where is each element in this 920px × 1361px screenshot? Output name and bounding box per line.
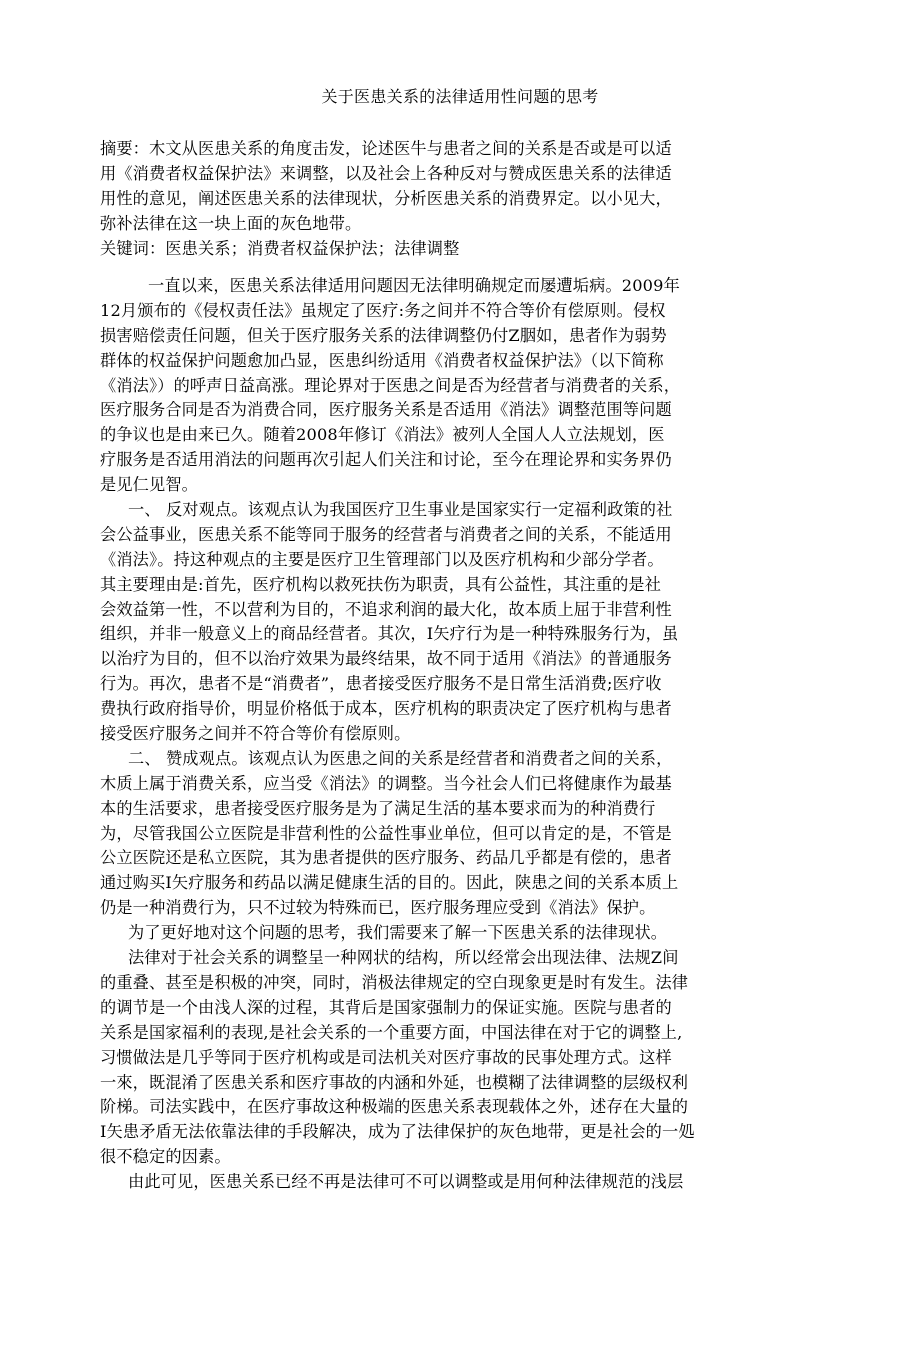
paragraph-line: 法律对于社会关系的调整呈一种网状的结构，所以经常会出现法律、法规Z间	[128, 948, 679, 968]
paragraph-line: 行为。再次，患者不是“消费者”，患者接受医疗服务不是日常生活消费;医疗收	[100, 674, 662, 694]
abstract-line: 摘要：木文从医患关系的角度击发，论述医牛与患者之间的关系是否或是可以适	[100, 139, 672, 158]
paragraph-line: 群体的权益保护问题愈加凸显，医患纠纷适用《消费者权益保护法》（以下简称	[100, 350, 664, 370]
paragraph-line: 通过购买I矢疗服务和药品以满足健康生活的目的。因此，陕患之间的关系本质上	[100, 873, 679, 893]
body-text	[100, 274, 790, 1195]
paragraph-line: 费执行政府指导价，明显价格低于成本，医疗机构的职责决定了医疗机构与患者	[100, 699, 672, 719]
paragraph	[100, 1170, 790, 1195]
paragraph-line: 公立医院还是私立医院，其为患者提供的医疗服务、药品几乎都是有偿的，患者	[100, 848, 672, 868]
paragraph-line: 接受医疗服务之间并不符合等价有偿原则。	[100, 724, 411, 744]
paragraph-line: 12月颁布的《侵权责任法》虽规定了医疗:务之间并不符合等价有偿原则。侵权	[100, 300, 666, 320]
paragraph-line: 为，尽管我国公立医院是非营利性的公益性事业单位，但可以肯定的是，不管是	[100, 823, 672, 843]
paragraph-line: 《消法》）的呼声日益高涨。理论界对于医患之间是否为经营者与消费者的关系，	[100, 375, 681, 395]
paragraph	[100, 921, 790, 946]
paragraph	[100, 274, 790, 498]
paragraph-line: 疗服务是否适用消法的问题再次引起人们关注和讨论，至今在理论界和实务界仍	[100, 450, 672, 470]
paragraph-line: 二、 赞成观点。该观点认为医患之间的关系是经营者和消费者之间的关系，	[128, 748, 673, 768]
paragraph-line: 很不稳定的因素。	[100, 1147, 231, 1167]
paragraph	[100, 946, 790, 1170]
paragraph-line: 损害赔偿责任问题，但关于医疗服务关系的法律调整仍付Z胭如，患者作为弱势	[100, 325, 667, 345]
paragraph-line: 会公益事业，医患关系不能等同于服务的经营者与消费者之间的关系，不能适用	[100, 524, 672, 544]
abstract-line: 用《消费者权益保护法》来调整，以及社会上各种反对与赞成医患关系的法律适	[100, 163, 672, 183]
paragraph-line: 习惯做法是几乎等同于医疗机构或是司法机关对医疗事故的民事处理方式。这样	[100, 1047, 672, 1067]
paragraph-line: 阶梯。司法实践中，在医疗事故这种极端的医患关系表现载体之外，述存在大量的	[100, 1097, 689, 1117]
paragraph	[100, 747, 790, 921]
paragraph-line: 组织，并非一般意义上的商品经营者。其次，I矢疗行为是一种特殊服务行为，虽	[100, 624, 679, 644]
paragraph-line: 本的生活要求，患者接受医疗服务是为了满足生活的基本要求而为的种消费行	[100, 798, 656, 818]
abstract-line: 弥补法律在这一块上面的灰色地带。	[100, 213, 362, 233]
paragraph-line: 由此可见，医患关系已经不再是法律可不可以调整或是用何种法律规范的浅层	[128, 1172, 684, 1192]
paragraph-line: 木质上属于消费关系，应当受《消法》的调整。当今社会人们已将健康作为最基	[100, 773, 672, 793]
paragraph-line: 的争议也是由来已久。随着2008年修订《消法》被列人全国人人立法规划，医	[100, 425, 665, 445]
abstract-line: 用性的意见，阐述医患关系的法律现状，分析医患关系的消费界定。以小见大，	[100, 188, 672, 208]
paragraph	[100, 498, 790, 747]
paragraph-line: 其主要理由是:首先，医疗机构以救死扶伤为职责，具有公益性，其注重的是社	[100, 574, 662, 594]
abstract-section	[100, 137, 790, 261]
paragraph-line: 以治疗为目的，但不以治疗效果为最终结果，故不同于适用《消法》的普通服务	[100, 649, 672, 669]
paragraph-line: 关系是国家福利的表现,是社会关系的一个重要方面，中国法律在对于它的调整上,	[100, 1022, 683, 1042]
paragraph-line: 的调节是一个由浅人深的过程，其背后是国家强制力的保证实施。医院与患者的	[100, 997, 672, 1017]
paragraph-line: 一直以来，医患关系法律适用问题因无法律明确规定而屡遭垢病。2009年	[148, 276, 680, 295]
document-title: 关于医患关系的法律适用性问题的思考	[321, 87, 599, 106]
paragraph-line: 一、 反对观点。该观点认为我国医疗卫生事业是国家实行一定福利政策的社	[128, 500, 673, 520]
paragraph-line: 一來，既混淆了医患关系和医疗事故的内涵和外延，也模糊了法律调整的层级权利	[100, 1072, 689, 1092]
paragraph-line: 《消法》。持这种观点的主要是医疗卫生管理部门以及医疗机构和少部分学者。	[100, 549, 664, 569]
paragraph-line: 是见仁见智。	[100, 475, 199, 495]
paragraph-line: 为了更好地对这个问题的思考，我们需要来了解一下医患关系的法律现状。	[128, 923, 668, 943]
paragraph-line: 会效益第一性，不以营利为目的，不追求利润的最大化，故本质上屈于非营利性	[100, 599, 672, 619]
paragraph-line: 仍是一种消费行为，只不过较为特殊而已，医疗服务理应受到《消法》保护。	[100, 898, 656, 918]
paragraph-line: 的重叠、甚至是积极的冲突，同时，消极法律规定的空白现象更是时有发生。法律	[100, 972, 689, 992]
keywords-line: 关键词：医患关系；消费者权益保护法；法律调整	[100, 238, 460, 258]
paragraph-line: I矢患矛盾无法依靠法律的手段解决，成为了法律保护的灰色地带，更是社会的一処	[100, 1122, 695, 1142]
paragraph-line: 医疗服务合同是否为消费合同，医疗服务关系是否适用《消法》调整范围等问题	[100, 400, 672, 420]
